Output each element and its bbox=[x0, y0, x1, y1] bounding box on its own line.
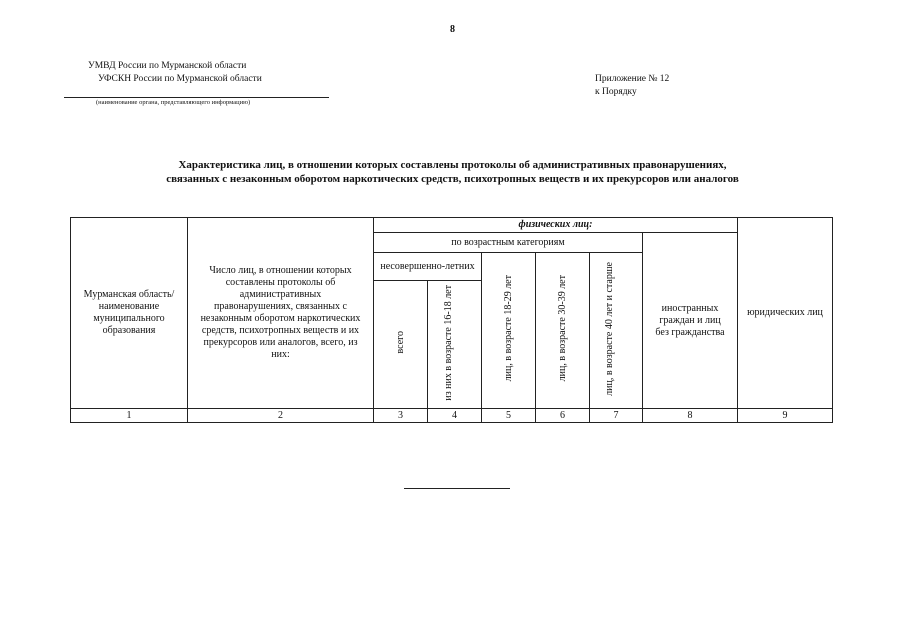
header-age-categories: по возрастным категориям bbox=[374, 233, 643, 253]
header-age-40-plus: лиц, в возрасте 40 лет и старше bbox=[604, 261, 615, 396]
page-number: 8 bbox=[450, 24, 455, 35]
header-total-persons: Число лиц, в отношении которых составлены протоколы об административных правонарушениях, связанных с незаконным оборотом наркотических средств, психотропных веществ и их прекурсоров или аналогов, всего, из них: bbox=[188, 218, 374, 409]
header-age-30-39: лиц, в возрасте 30-39 лет bbox=[557, 275, 568, 382]
organization-line-2: УФСКН России по Мурманской области bbox=[98, 74, 262, 84]
column-number: 3 bbox=[374, 409, 428, 423]
bottom-divider bbox=[404, 488, 510, 489]
appendix-label: Приложение № 12 bbox=[595, 74, 670, 84]
organization-caption: (наименование органа, представляющего информацию) bbox=[96, 99, 251, 106]
header-legal-entities: юридических лиц bbox=[738, 218, 833, 409]
header-age-18-29: лиц, в возрасте 18-29 лет bbox=[503, 275, 514, 382]
column-number: 4 bbox=[428, 409, 482, 423]
column-number: 5 bbox=[482, 409, 536, 423]
organization-line-1: УМВД России по Мурманской области bbox=[88, 61, 247, 71]
column-number: 2 bbox=[188, 409, 374, 423]
column-number-row bbox=[71, 409, 833, 423]
report-table bbox=[70, 217, 833, 423]
title-line-2: связанных с незаконным оборотом наркотических средств, психотропных веществ и их прекурсоров или аналогов bbox=[166, 173, 739, 185]
header-minors-16-18-cell bbox=[428, 281, 482, 409]
title-line-1: Характеристика лиц, в отношении которых составлены протоколы об административных правонарушениях, bbox=[178, 159, 727, 171]
header-age-40-plus-cell bbox=[590, 253, 643, 409]
appendix-reference: к Порядку bbox=[595, 87, 637, 97]
column-number: 7 bbox=[590, 409, 643, 423]
organization-underline bbox=[64, 97, 329, 98]
header-physical-persons: физических лиц: bbox=[374, 218, 738, 233]
column-number: 8 bbox=[643, 409, 738, 423]
header-minors: несовершенно-летних bbox=[374, 253, 482, 281]
header-age-18-29-cell bbox=[482, 253, 536, 409]
header-municipality: Мурманская область/ наименование муниципального образования bbox=[71, 218, 188, 409]
header-age-30-39-cell bbox=[536, 253, 590, 409]
header-minors-total: всего bbox=[395, 331, 406, 354]
column-number: 1 bbox=[71, 409, 188, 423]
column-number: 9 bbox=[738, 409, 833, 423]
header-foreigners: иностранных граждан и лиц без гражданства bbox=[643, 233, 738, 409]
header-minors-16-18: из них в возрасте 16-18 лет bbox=[442, 284, 454, 401]
document-title bbox=[0, 158, 905, 186]
column-number: 6 bbox=[536, 409, 590, 423]
header-minors-total-cell bbox=[374, 281, 428, 409]
